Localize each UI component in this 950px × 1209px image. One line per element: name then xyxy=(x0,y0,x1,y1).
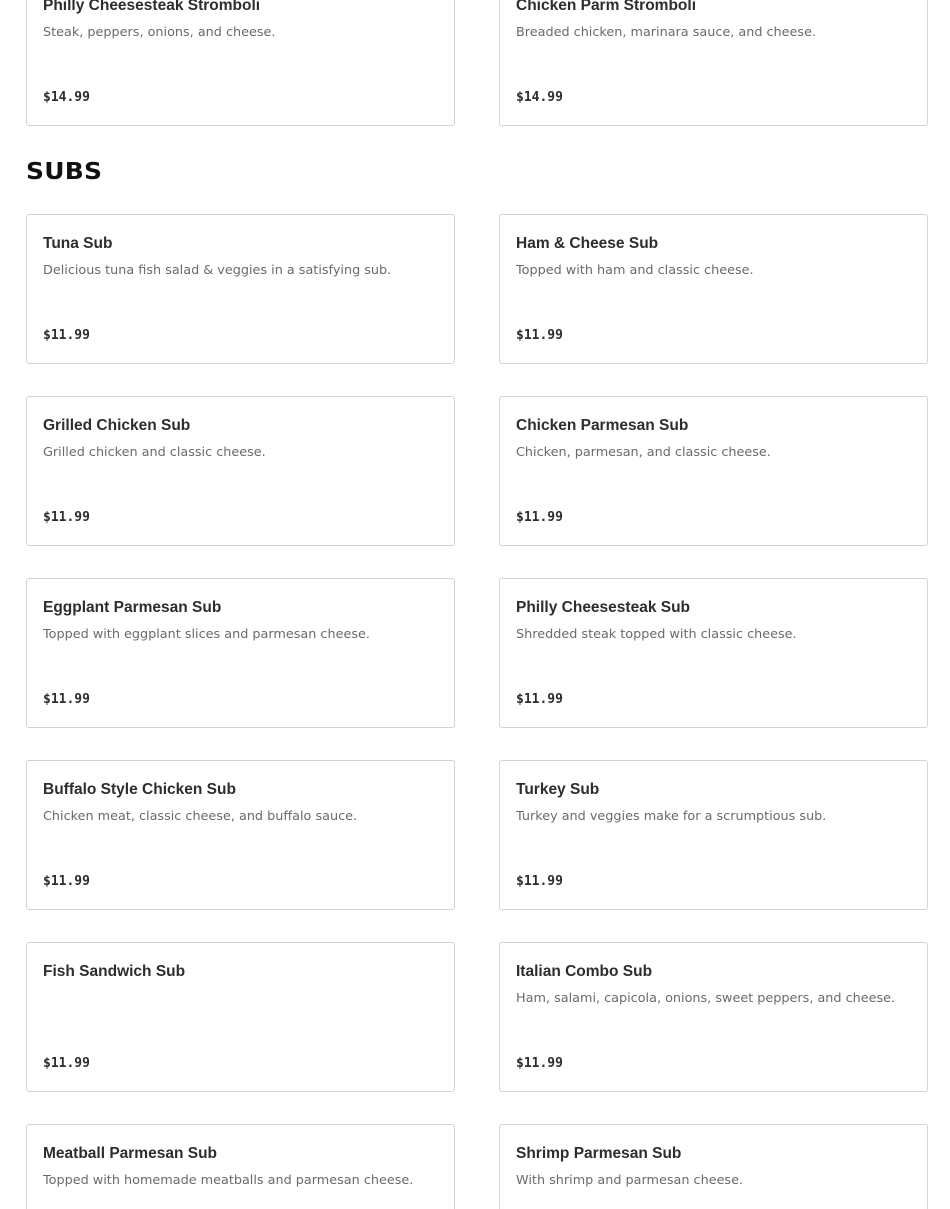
item-description: Breaded chicken, marinara sauce, and cheese. xyxy=(516,25,817,40)
item-name: Fish Sandwich Sub xyxy=(43,963,186,980)
menu-item-card[interactable] xyxy=(26,214,455,364)
menu-item-card[interactable] xyxy=(26,942,455,1092)
item-description: Topped with ham and classic cheese. xyxy=(516,263,754,278)
menu-item-card[interactable] xyxy=(26,396,455,546)
item-price: $11.99 xyxy=(43,692,90,707)
menu-item-card[interactable] xyxy=(26,1124,455,1209)
item-price: $11.99 xyxy=(516,510,563,525)
menu-item-card[interactable] xyxy=(499,1124,928,1209)
menu-item-card[interactable] xyxy=(499,942,928,1092)
item-price: $11.99 xyxy=(43,874,90,889)
item-price: $11.99 xyxy=(43,1056,90,1071)
item-name: Ham & Cheese Sub xyxy=(516,235,659,252)
menu-item-card[interactable] xyxy=(499,578,928,728)
menu-item-card[interactable] xyxy=(499,396,928,546)
item-name: Meatball Parmesan Sub xyxy=(43,1145,218,1162)
item-price: $11.99 xyxy=(516,328,563,343)
menu-item-card[interactable] xyxy=(499,760,928,910)
menu-item-card[interactable] xyxy=(26,760,455,910)
item-description: Chicken, parmesan, and classic cheese. xyxy=(516,445,771,460)
menu-item-card[interactable] xyxy=(26,0,455,126)
item-description: Shredded steak topped with classic cheese. xyxy=(516,627,797,642)
item-description: Ham, salami, capicola, onions, sweet peppers, and cheese. xyxy=(516,991,896,1006)
item-price: $11.99 xyxy=(516,874,563,889)
item-description: Steak, peppers, onions, and cheese. xyxy=(43,25,276,40)
item-description: Topped with eggplant slices and parmesan cheese. xyxy=(43,627,370,642)
item-price: $11.99 xyxy=(43,328,90,343)
item-price: $11.99 xyxy=(516,1056,563,1071)
item-description: Delicious tuna fish salad & veggies in a satisfying sub. xyxy=(43,263,392,278)
menu-item-card[interactable] xyxy=(499,214,928,364)
item-description: With shrimp and parmesan cheese. xyxy=(516,1173,744,1188)
item-name: Philly Cheesesteak Sub xyxy=(516,599,691,616)
item-description: Turkey and veggies make for a scrumptious sub. xyxy=(516,809,827,824)
item-name: Eggplant Parmesan Sub xyxy=(43,599,222,616)
item-name: Turkey Sub xyxy=(516,781,600,798)
item-name: Grilled Chicken Sub xyxy=(43,417,191,434)
item-price: $11.99 xyxy=(516,692,563,707)
item-name: Chicken Parmesan Sub xyxy=(516,417,689,434)
item-name: Buffalo Style Chicken Sub xyxy=(43,781,236,798)
menu-item-card[interactable] xyxy=(26,578,455,728)
item-name: Philly Cheesesteak Stromboli xyxy=(43,0,261,14)
item-name: Tuna Sub xyxy=(43,235,113,252)
item-description: Grilled chicken and classic cheese. xyxy=(43,445,266,460)
item-name: Chicken Parm Stromboli xyxy=(516,0,697,14)
menu-item-card[interactable] xyxy=(499,0,928,126)
item-description: Topped with homemade meatballs and parmesan cheese. xyxy=(43,1173,414,1188)
item-price: $14.99 xyxy=(516,90,563,105)
section-heading-subs: SUBS xyxy=(26,158,103,185)
item-description: Chicken meat, classic cheese, and buffalo sauce. xyxy=(43,809,358,824)
item-price: $14.99 xyxy=(43,90,90,105)
item-name: Shrimp Parmesan Sub xyxy=(516,1145,682,1162)
item-price: $11.99 xyxy=(43,510,90,525)
item-name: Italian Combo Sub xyxy=(516,963,653,980)
